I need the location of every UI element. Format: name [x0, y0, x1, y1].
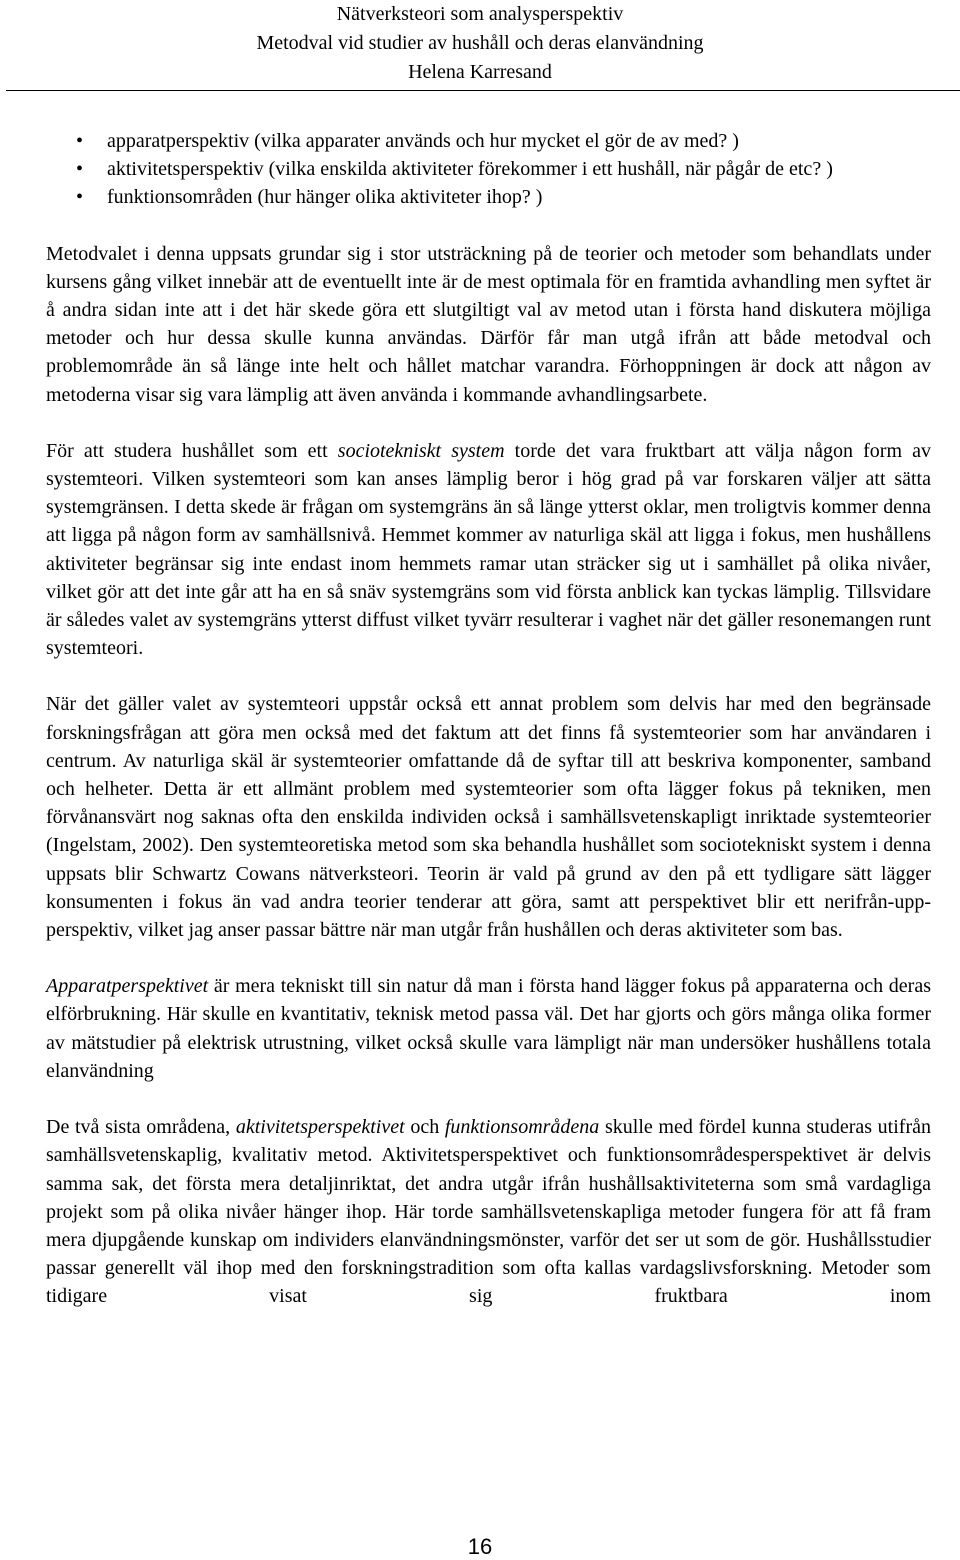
emphasis-aktivitetsperspektivet: aktivitetsperspektivet: [235, 1116, 405, 1139]
bullet-icon: •: [76, 130, 84, 152]
paragraph-text: och: [404, 1116, 445, 1139]
paragraph-systems-theory: [46, 437, 931, 663]
paragraph-text: De två sista områdena,: [46, 1116, 236, 1139]
paragraph-text: torde det vara fruktbart att välja någon form av systemteori. Vilken systemteori som kan anses lämplig beror i hög grad på var forskaren väljer att sätta systemgränsen. I detta skede är frågan om systemgräns än så länge ytterst oklar, men troligtvis kommer denna att ligga på någon form av samhällsnivå. Hemmet kommer av naturliga skäl att ligga i fokus, men hushållens aktiviteter begränsar sig inte endast inom hemmets ramar utan sträcker sig ut i samhället på olika nivåer, vilket gör att det inte går att ha en så snäv systemgräns som vid första anblick kan tyckas lämplig. Tillsvidare är således valet av systemgräns ytterst diffust vilket tyvärr resulterar i vaghet när det gäller resonemangen runt systemteori.: [46, 439, 931, 660]
running-header: [0, 0, 960, 87]
list-item-text: funktionsområden (hur hänger olika aktiviteter ihop? ): [107, 186, 543, 209]
bullet-icon: •: [76, 158, 84, 181]
list-item-text: apparatperspektiv (vilka apparater används och hur mycket el gör de av med? ): [107, 130, 739, 152]
list-item: [46, 183, 931, 211]
paragraph-network-theory: När det gäller valet av systemteori uppstår också ett annat problem som delvis har med den begränsade forskningsfrågan att göra men också med det faktum att det finns få systemteorier som har användaren i centrum. Av naturliga skäl är systemteorier omfattande då de syftar till att beskriva komponenter, samband och helheter. Detta är ett allmänt problem med systemteorier som ofta lägger fokus på tekniken, men förvånansvärt nog saknas ofta den enskilda individen också i samhällsvetenskapligt inriktade systemteorier (Ingelstam, 2002). Den systemteoretiska metod som ska behandla hushållet som sociotekniskt system i denna uppsats blir Schwartz Cowans nätverksteori. Teorin är vald på grund av den på ett tydligare sätt lägger konsumenten i fokus än vad andra teorier tenderar att göra, samt att perspektivet blir ett nerifrån-upp-perspektiv, vilket jag anser passar bättre när man utgår från hushållen och deras aktiviteter som bas.: [46, 693, 931, 942]
paragraph-text: skulle med fördel kunna studeras utifrån samhällsvetenskaplig, kvalitativ metod. Aktivitetsperspektivet och funktionsområdesperspektivet är delvis samma sak, det första mera detaljinriktat, det andra utgår ifrån hushållsaktiviteterna som små vardagliga projekt som på olika nivåer hänger ihop. Här torde samhällsvetenskapliga metoder fungera för att få fram mera djupgående kunskap om individers elanvändningsmönster, varför det ser ut som de gör. Hushållsstudier passar generellt väl ihop med den forskningstradition som ofta kallas vardagslivsforskning. Metoder som tidigare visat sig fruktbara inom: [46, 1116, 931, 1308]
emphasis-apparatperspektivet: Apparatperspektivet: [46, 975, 209, 998]
list-item: [46, 127, 931, 155]
header-subtitle: Metodval vid studier av hushåll och deras elanvändning: [256, 32, 704, 54]
emphasis-sociotekniskt-system: sociotekniskt system: [337, 439, 505, 462]
paragraph-method-choice: Metodvalet i denna uppsats grundar sig i stor utsträckning på de teorier och metoder som behandlats under kursens gång vilket innebär att de eventuellt inte är de mest optimala för en framtida avhandling men syftet är å andra sidan inte att i det här skede göra ett slutgiltigt val av metod utan i första hand diskutera möjliga metoder och hur dessa skulle kunna användas. Därför får man utgå ifrån att både metodval och problemområde än så länge inte helt och hållet matchar varandra. Förhoppningen är dock att någon av metoderna visar sig vara lämplig att även använda i kommande avhandlingsarbete.: [46, 242, 931, 406]
list-item-text: aktivitetsperspektiv (vilka enskilda aktiviteter förekommer i ett hushåll, när pågår de etc? ): [107, 158, 833, 181]
paragraph-text: är mera tekniskt till sin natur då man i första hand lägger fokus på apparaterna och deras elförbrukning. Här skulle en kvantitativ, teknisk metod passa väl. Det har gjorts och görs många olika former av mätstudier på elektrisk utrustning, vilket också skulle vara lämpligt när man undersöker hushållens totala elanvändning: [46, 975, 931, 1082]
header-title: Nätverksteori som analysperspektiv: [336, 3, 624, 25]
bullet-list: [46, 127, 931, 212]
bullet-icon: •: [76, 186, 84, 209]
list-item: [46, 155, 931, 183]
page-body: [46, 127, 931, 1311]
paragraph-activity-perspective: [46, 1113, 931, 1310]
paragraph-text: För att studera hushållet som ett: [46, 439, 338, 462]
emphasis-funktionsomradena: funktionsområdena: [444, 1116, 600, 1139]
paragraph-apparatus-perspective: [46, 972, 931, 1085]
page-number: 16: [467, 1534, 493, 1559]
header-author: Helena Karresand: [408, 61, 552, 83]
header-rule: [6, 90, 960, 91]
